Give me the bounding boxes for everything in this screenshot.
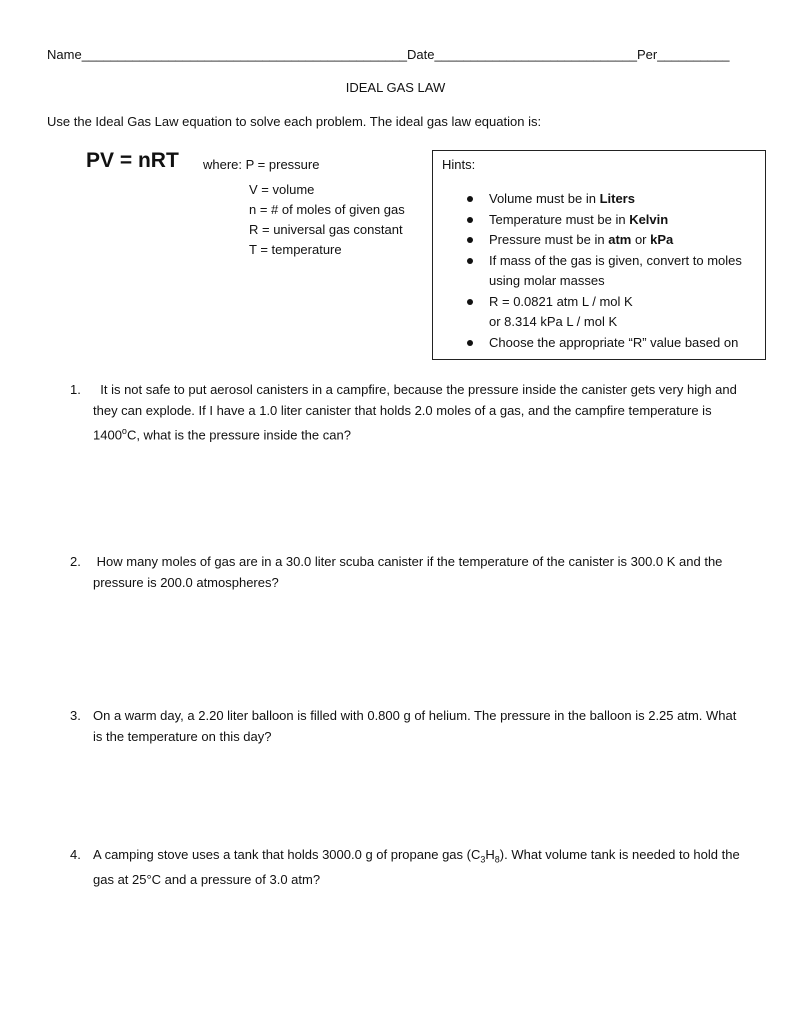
- hints-list: [433, 189, 759, 353]
- date-field[interactable]: ____________________________: [434, 47, 637, 62]
- instructions: Use the Ideal Gas Law equation to solve each problem. The ideal gas law equation is:: [47, 114, 542, 129]
- date-label: Date: [407, 47, 435, 62]
- variable-moles: n = # of moles of given gas: [249, 202, 405, 217]
- variable-temperature: T = temperature: [249, 242, 342, 257]
- hint-item: R = 0.0821 atm L / mol K or 8.314 kPa L / mol K: [433, 292, 759, 333]
- where-line: where: P = pressure: [203, 157, 320, 172]
- question-number: 4.: [70, 847, 81, 862]
- hint-item: Volume must be in Liters: [433, 189, 759, 210]
- variable-gas-constant: R = universal gas constant: [249, 222, 403, 237]
- hint-item: Choose the appropriate “R” value based on: [433, 333, 759, 354]
- hint-item: Pressure must be in atm or kPa: [433, 230, 759, 251]
- equation: PV = nRT: [86, 149, 179, 172]
- name-field[interactable]: _____________________________________________: [81, 47, 408, 62]
- variable-volume: V = volume: [249, 182, 315, 197]
- header-fields: [47, 47, 730, 62]
- question-number: 1.: [70, 382, 81, 397]
- hint-item: If mass of the gas is given, convert to moles using molar masses: [433, 251, 759, 292]
- per-field[interactable]: __________: [657, 47, 730, 62]
- question-text: How many moles of gas are in a 30.0 liter scuba canister if the temperature of the canister is 300.0 K and the pressure is 200.0 atmospheres?: [93, 554, 723, 590]
- page-title: IDEAL GAS LAW: [345, 80, 446, 95]
- question-number: 2.: [70, 554, 81, 569]
- hints-title: Hints:: [442, 157, 476, 172]
- question-number: 3.: [70, 708, 81, 723]
- hint-item: Temperature must be in Kelvin: [433, 210, 759, 231]
- hints-box: [432, 150, 766, 360]
- name-label: Name: [47, 47, 82, 62]
- question-text: On a warm day, a 2.20 liter balloon is filled with 0.800 g of helium. The pressure in the balloon is 2.25 atm. What is the temperature on this day?: [93, 708, 737, 744]
- question-text: A camping stove uses a tank that holds 3000.0 g of propane gas $(C_3H_8)$. What volume tank is needed to hold the gas at 25°C and a pressure of 3.0 atm?: [93, 847, 740, 888]
- per-label: Per: [636, 47, 658, 62]
- question-text: It is not safe to put aerosol canisters in a campfire, because the pressure inside the canister gets very high and they can explode. If I have a 1.0 liter canister that holds 2.0 moles of a gas, and the campfire temperature is 1400$^o$C, what is the pressure inside the can?: [93, 382, 737, 443]
